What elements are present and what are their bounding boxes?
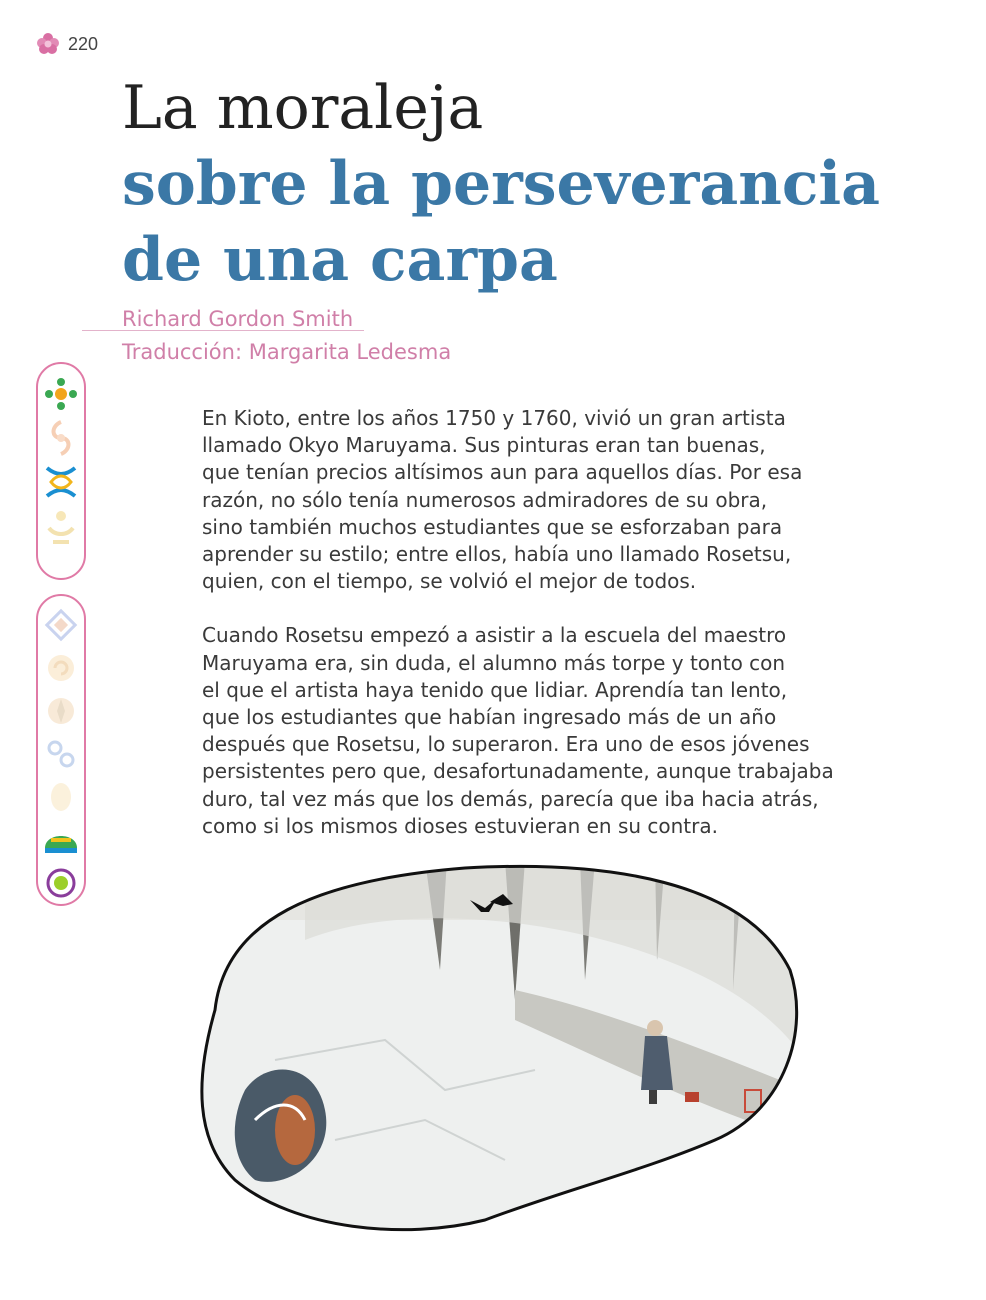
rose-flower-icon [34,30,62,58]
page-title [122,70,880,298]
seated-figure-icon [41,504,81,548]
snowy-pond-carp-painting [185,860,805,1240]
linked-circles-icon [41,733,81,776]
title-line-3: de una carpa [122,225,558,295]
swirl-figure-icon [41,416,81,460]
page-number-label: 220 [68,33,99,54]
author-name: Richard Gordon Smith [122,307,354,331]
title-line-1: La moraleja [122,73,484,143]
paragraph-2: Cuando Rosetsu empezó a asistir a la escuela del maestro Maruyama era, sin duda, el alumno más torpe y tonto con el que el artista haya tenido que lidiar. Aprendía tan lento, que los estudiantes que habían ingresado más de un año después que Rosetsu, lo superaron. Era uno de esos jóvenes persistentes pero que, desafortunadamente, aunque trabajaba duro, tal vez más que los demás, parecía que iba hacia atrás, como si los mismos dioses estuvieran en su contra. [202,623,834,838]
author-block [122,303,451,369]
circle-sun-icon [41,861,81,904]
sidebar-group-1 [36,362,86,580]
spiral-shell-icon [41,647,81,690]
compass-rose-icon [41,690,81,733]
leaf-figure-icon [41,775,81,818]
page-number [34,30,98,58]
paragraph-1: En Kioto, entre los años 1750 y 1760, vivió un gran artista llamado Okyo Maruyama. Sus pinturas eran tan buenas, que tenían precios altísimos aun para aquellos días. Por esa razón, no sólo tenía numerosos admiradores de su obra, sino también muchos estudiantes que se esforzaban para aprender su estilo; entre ellos, había uno llamado Rosetsu, quien, con el tiempo, se volvió el mejor de todos. [202,406,803,594]
turtle-shell-icon [41,818,81,861]
flower-orbit-icon [41,372,81,416]
crossed-figures-icon [41,460,81,504]
diamond-weave-icon [41,604,81,647]
sidebar-group-2 [36,594,86,906]
title-line-2: sobre la perseverancia [122,149,881,219]
translator-name: Traducción: Margarita Ledesma [122,340,452,364]
story-text [202,405,842,867]
